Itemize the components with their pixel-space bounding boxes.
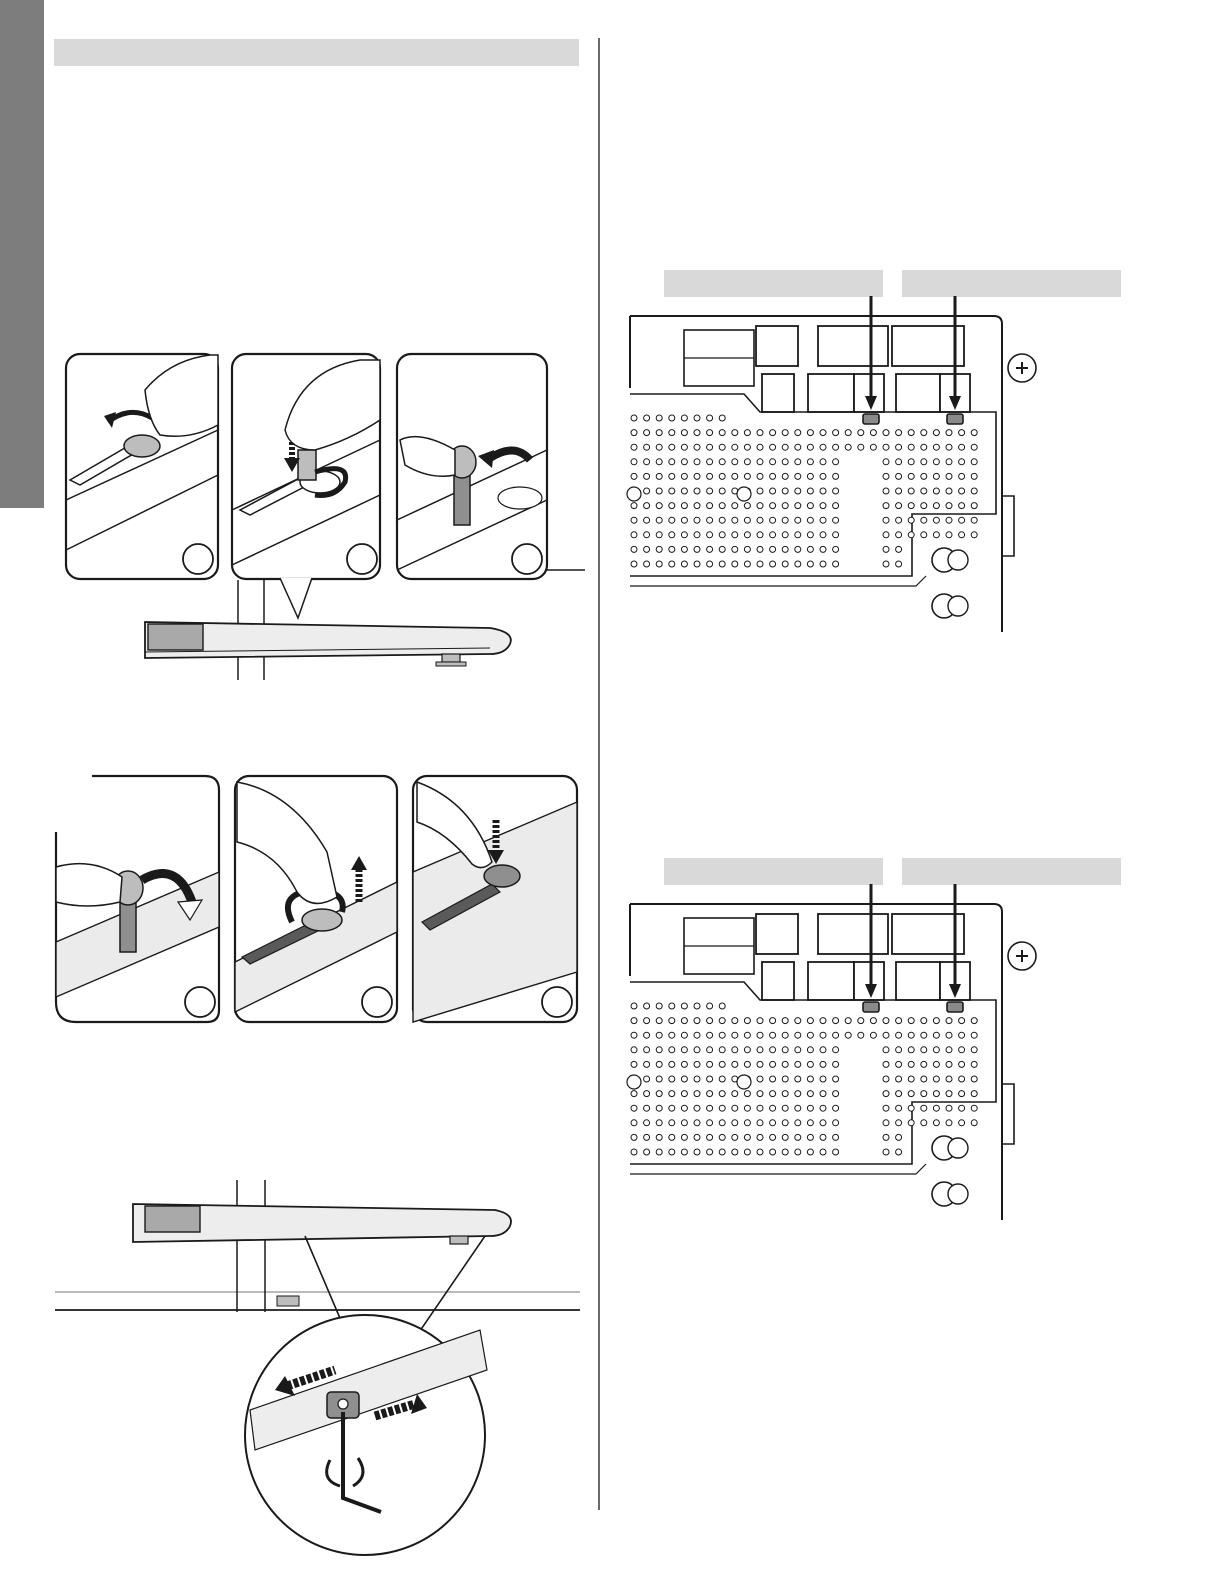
board1-right-label-bar — [902, 270, 1121, 297]
led-indicator-icon — [947, 414, 963, 424]
control-board-diagram-1 — [626, 296, 1046, 632]
lock-steps-illustration — [52, 772, 582, 1028]
board2-left-label-bar — [664, 858, 883, 885]
release-step-3-panel — [397, 354, 547, 579]
gate-motor-arm-bottom — [55, 1180, 580, 1575]
gate-motor-arm-top — [130, 580, 530, 690]
section-header-bar — [54, 39, 579, 66]
lock-step-2-panel — [235, 776, 397, 1022]
board2-right-label-bar — [902, 858, 1121, 885]
board1-left-label-bar — [664, 270, 883, 297]
release-step-1-panel — [66, 354, 218, 579]
led-indicator-icon — [863, 414, 879, 424]
led-indicator-icon — [947, 1002, 963, 1012]
control-board-diagram-2 — [626, 884, 1046, 1220]
led-indicator-icon — [863, 1002, 879, 1012]
column-divider — [598, 38, 600, 1510]
release-key-icon — [298, 450, 316, 480]
release-steps-illustration — [60, 350, 585, 590]
release-key-icon — [124, 435, 160, 457]
lock-step-3-panel — [413, 776, 577, 1022]
lock-step-1-panel — [56, 776, 219, 1022]
section-tab — [0, 0, 44, 508]
release-step-2-panel — [232, 354, 380, 579]
